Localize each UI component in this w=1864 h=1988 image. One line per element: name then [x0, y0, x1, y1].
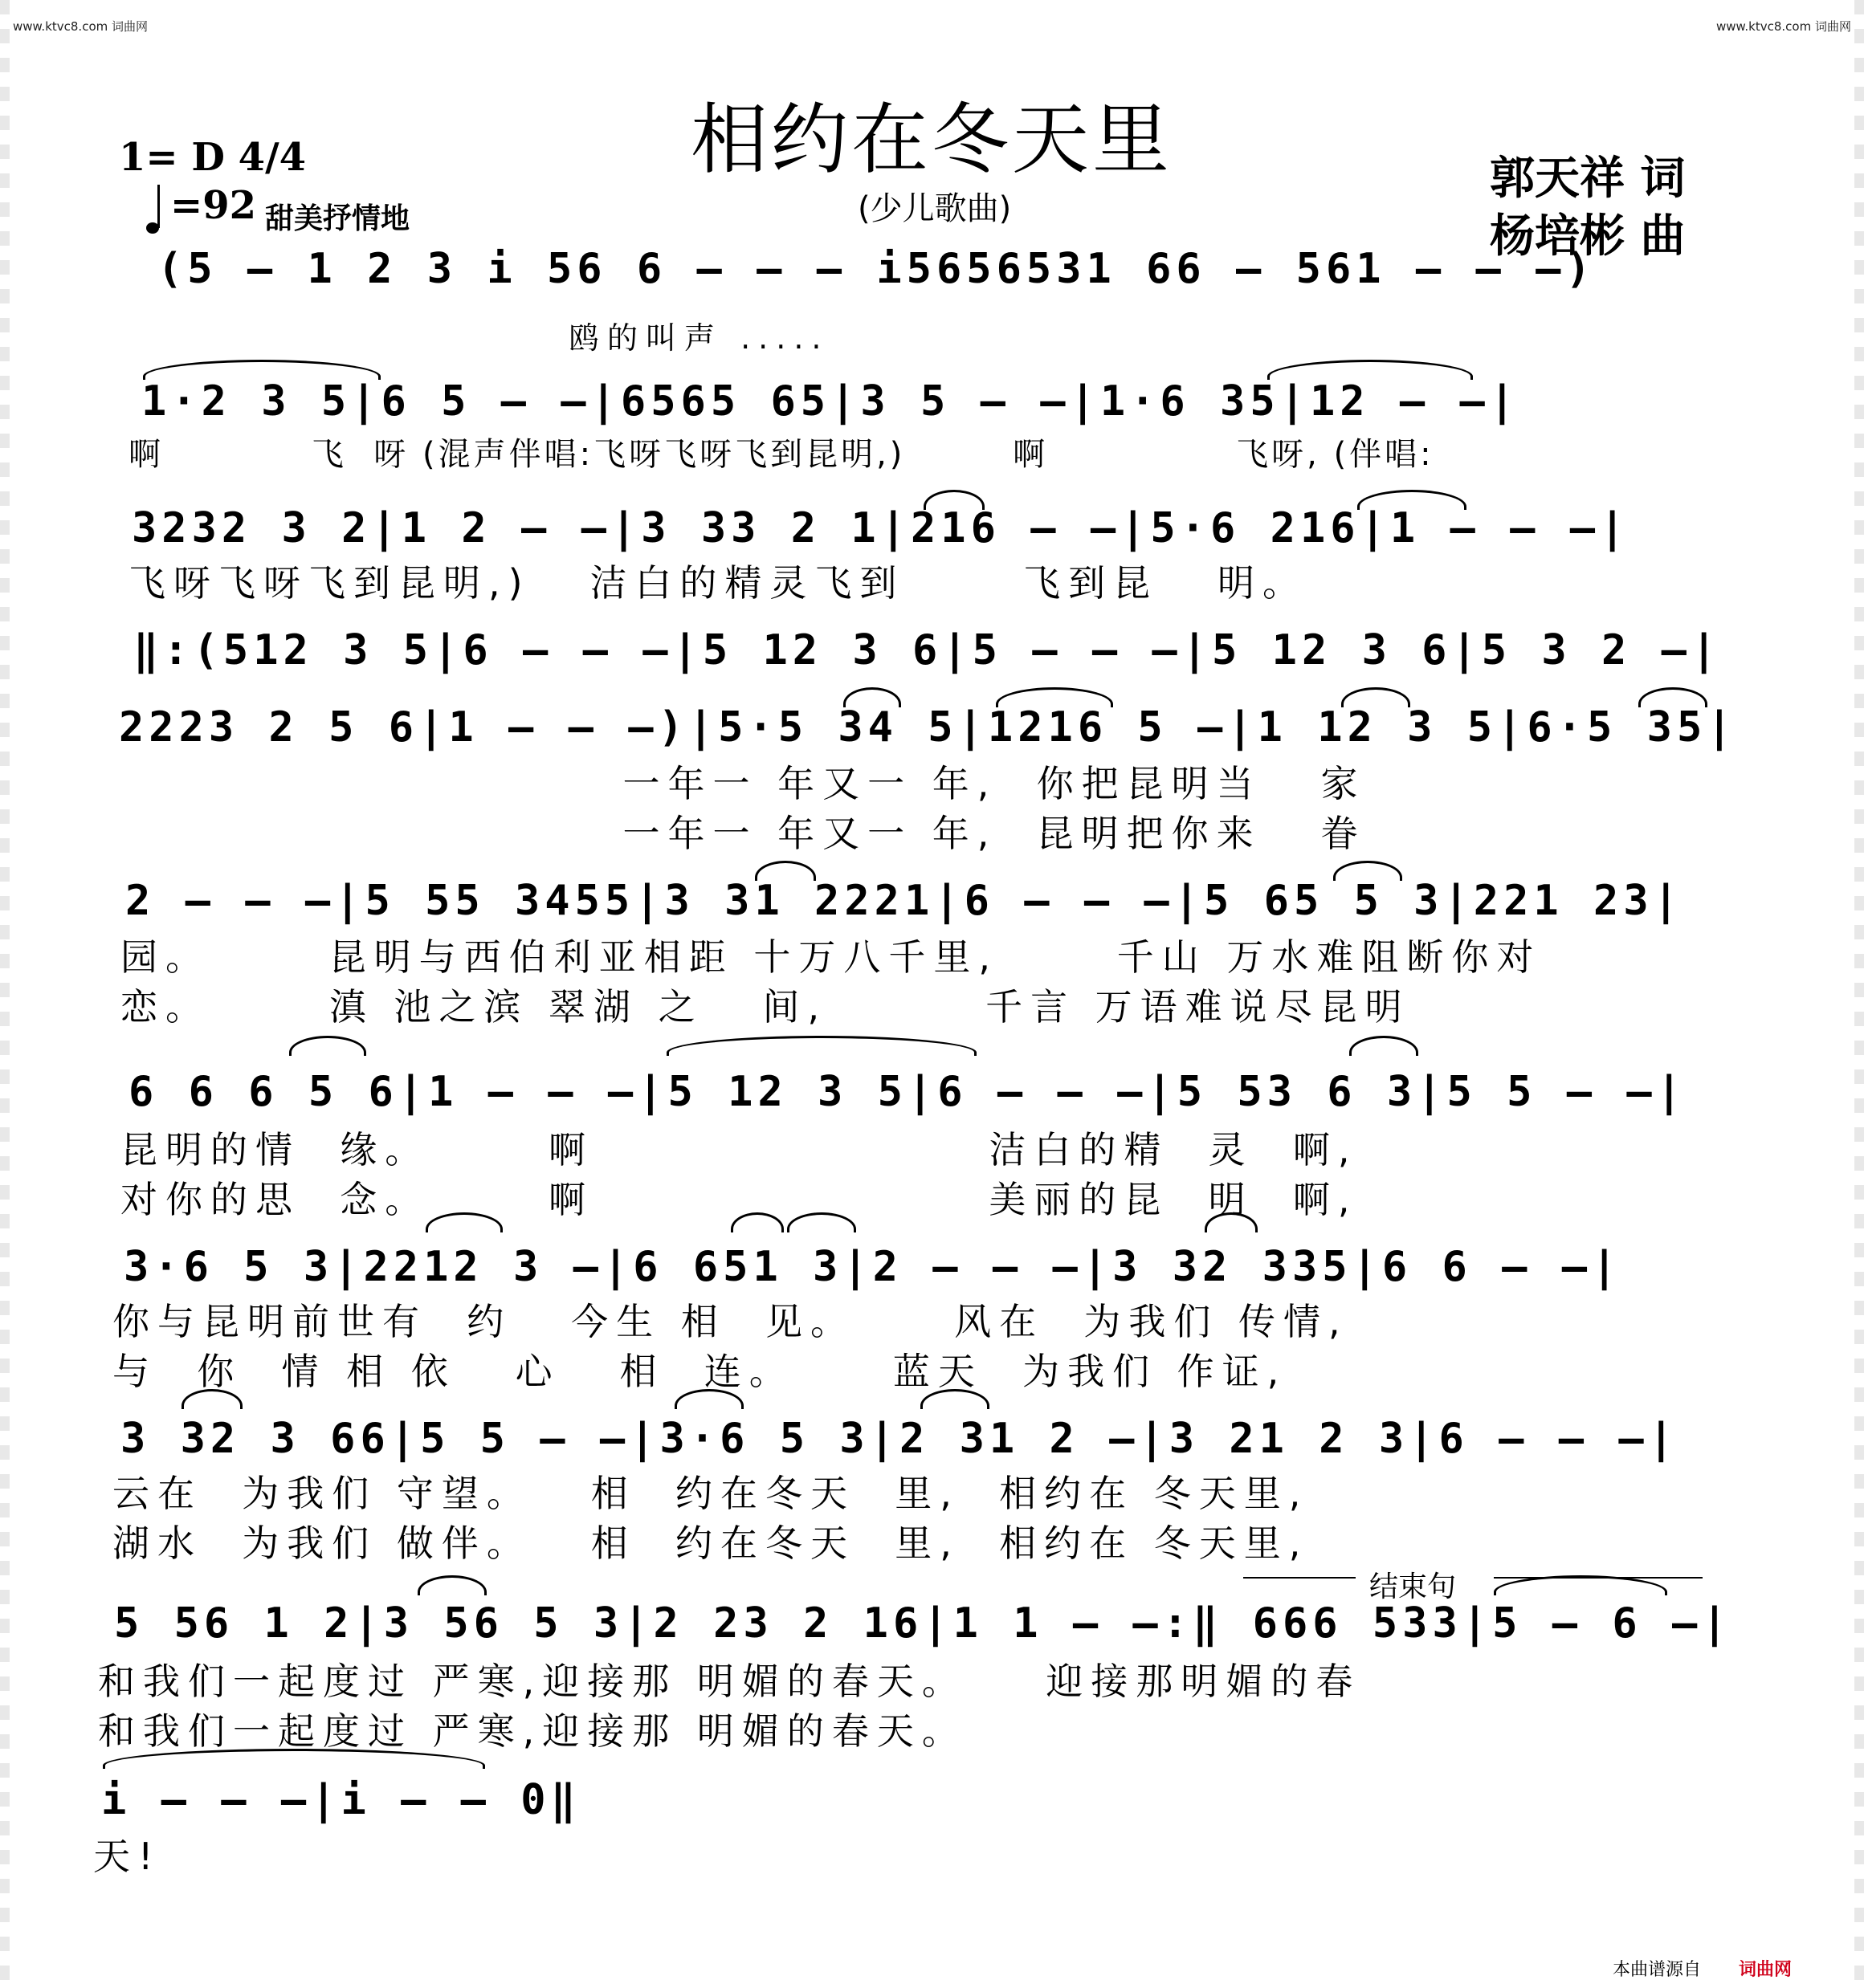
ending-label: 结束句 — [1369, 1570, 1457, 1603]
right-border — [1854, 0, 1864, 1988]
staff-line-7-notes: 3·6 5 3|2212 3 —|6 651 3|2 — — —|3 32 335|6 6 — —| — [124, 1243, 1622, 1291]
staff-line-3-notes: ‖:(512 3 5|6 — — —|5 12 3 6|5 — — —|5 12 3 6|5 3 2 —| — [133, 626, 1722, 674]
footer-source: 本曲谱源自 — [1612, 1960, 1701, 1980]
song-subtitle: (少儿歌曲) — [858, 190, 1012, 227]
intro-notes: (5 — 1 2 3 i 56 6 — — — i5656531 66 — 561 — — —) — [157, 245, 1596, 293]
staff-line-10-lyrics: 天! — [93, 1835, 161, 1878]
slur-mark — [1349, 1036, 1418, 1056]
staff-line-6-lyrics-verse2: 对你的思 念。 啊 美丽的昆 明 啊, — [120, 1178, 1358, 1221]
ending-bracket-line — [1243, 1577, 1356, 1579]
staff-line-10-notes: i — — —|i — — 0‖ — [101, 1776, 581, 1824]
song-title: 相约在冬天里 — [691, 95, 1173, 185]
staff-line-4-lyrics-verse2: 一年一 年又一 年, 昆明把你来 眷 — [128, 812, 1366, 855]
staff-line-5-lyrics-verse1: 园。 昆明与西伯利亚相距 十万八千里, 千山 万水难阻断你对 — [120, 935, 1542, 979]
footer — [1613, 1956, 1792, 1981]
staff-line-9-lyrics-verse2: 和我们一起度过 严寒,迎接那 明媚的春天。 — [98, 1709, 967, 1753]
key-signature: 1= D 4/4 — [119, 135, 306, 180]
staff-line-1-notes: 1·2 3 5|6 5 — —|6565 65|3 5 — —|1·6 35|12 — —| — [141, 377, 1520, 426]
staff-line-7-lyrics-verse1: 你与昆明前世有 约 今生 相 见。 风在 为我们 传情, — [112, 1300, 1348, 1343]
staff-line-2-notes: 3232 3 2|1 2 — —|3 33 2 1|216 — —|5·6 216|1 — — —| — [132, 504, 1630, 552]
staff-line-7-lyrics-verse2: 与 你 情 相 依 心 相 连。 蓝天 为我们 作证, — [112, 1350, 1287, 1393]
staff-line-8-lyrics-verse1: 云在 为我们 守望。 相 约在冬天 里, 相约在 冬天里, — [112, 1472, 1309, 1515]
staff-line-8-lyrics-verse2: 湖水 为我们 做伴。 相 约在冬天 里, 相约在 冬天里, — [112, 1522, 1309, 1565]
staff-line-6-notes: 6 6 6 5 6|1 — — —|5 12 3 5|6 — — —|5 53 6 3|5 5 — —| — [128, 1068, 1687, 1116]
quarter-note-icon — [146, 183, 162, 236]
watermark-right: www.ktvc8.com 词曲网 — [1715, 19, 1851, 34]
staff-line-6-lyrics-verse1: 昆明的情 缘。 啊 洁白的精 灵 啊, — [120, 1128, 1358, 1171]
left-border — [0, 0, 10, 1988]
staff-line-2-lyrics: 飞呀飞呀飞到昆明,) 洁白的精灵飞到 飞到昆 明。 — [128, 561, 1308, 605]
lyricist-credit: 郭天祥 词 — [1490, 153, 1686, 205]
staff-line-5-lyrics-verse2: 恋。 滇 池之滨 翠湖 之 间, 千言 万语难说尽昆明 — [120, 985, 1410, 1029]
footer-logo[interactable]: 词曲网 — [1738, 1960, 1792, 1980]
slur-mark — [418, 1575, 487, 1595]
watermark-left: www.ktvc8.com 词曲网 — [13, 19, 149, 34]
staff-line-4-lyrics-verse1: 一年一 年又一 年, 你把昆明当 家 — [128, 762, 1366, 805]
intro-lyric: 鸥的叫声 ..... — [569, 320, 830, 356]
staff-line-5-notes: 2 — — —|5 55 3455|3 31 2221|6 — — —|5 65 5 3|221 23| — [125, 877, 1683, 925]
composer-credit: 杨培彬 曲 — [1490, 210, 1686, 263]
slur-mark — [667, 1036, 977, 1056]
staff-line-1-lyrics: 啊 飞 呀 (混声伴唱:飞呀飞呀飞到昆明,) 啊 飞呀, (伴唱: — [128, 436, 1434, 473]
staff-line-9-lyrics-verse1: 和我们一起度过 严寒,迎接那 明媚的春天。 迎接那明媚的春 — [98, 1660, 1361, 1703]
staff-line-4-notes: 2223 2 5 6|1 — — —)|5·5 34 5|1216 5 —|1 12 3 5|6·5 35| — [119, 703, 1737, 752]
tempo-expression: 甜美抒情地 — [265, 202, 410, 235]
staff-line-8-notes: 3 32 3 66|5 5 — —|3·6 5 3|2 31 2 —|3 21 2 3|6 — — —| — [120, 1415, 1678, 1463]
staff-line-9-notes: 5 56 1 2|3 56 5 3|2 23 2 16|1 1 — —:‖ 666 533|5 — 6 —| — [114, 1599, 1732, 1648]
tempo-marking: =92 — [170, 183, 257, 228]
slur-mark — [289, 1036, 366, 1056]
